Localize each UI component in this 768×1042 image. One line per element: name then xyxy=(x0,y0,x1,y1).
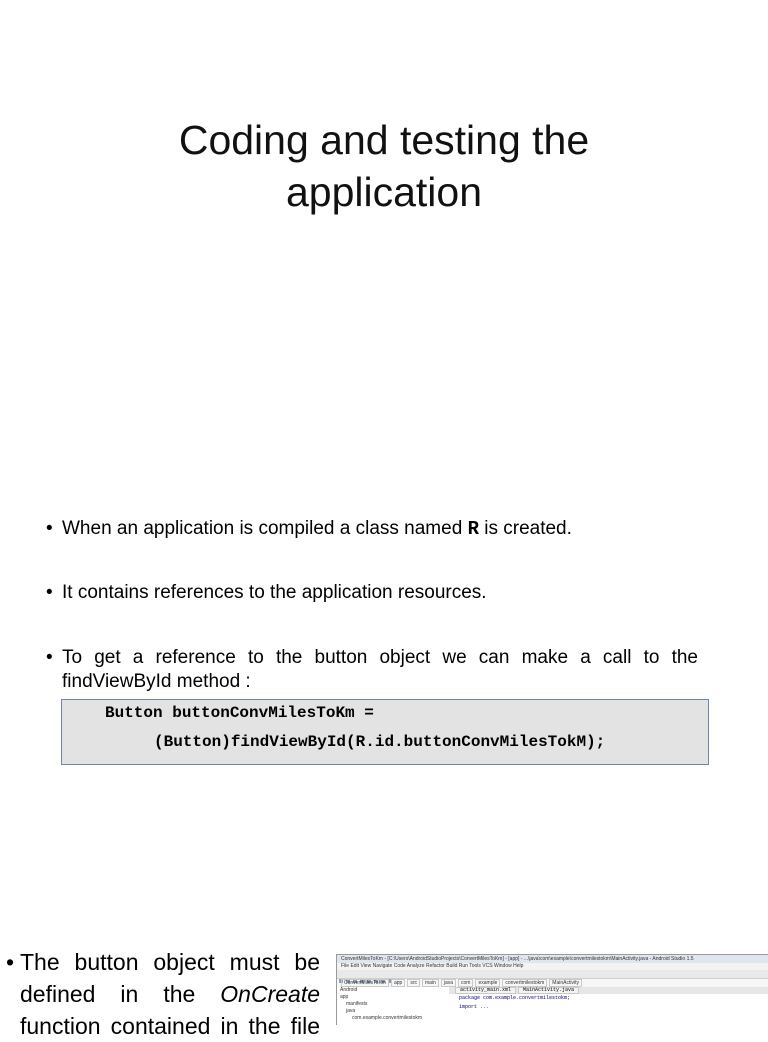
bullet-text: It contains references to the application resources. xyxy=(62,582,487,603)
ide-screenshot xyxy=(336,954,768,1025)
bullet-marker: • xyxy=(46,582,53,603)
slide-title-line2: application xyxy=(285,169,483,215)
editor-tab: activity_main.xml xyxy=(455,987,516,994)
bullet-text-post: function contained in the file xyxy=(20,1013,320,1039)
tree-item: app xyxy=(340,994,349,1000)
code-line-2: (Button)findViewById(R.id.buttonConvMilesTokM); xyxy=(154,733,606,751)
bullet-marker: • xyxy=(46,518,53,539)
bullet-text-pre: The button object must be defined in the xyxy=(20,949,320,1007)
ide-title-bar: ConvertMilesToKm - [C:\Users\AndroidStudioProjects\ConvertMilesToKm] - [app] - ...\java\com\example\convertmilestokm\MainActivity.java - Android Studio 1.5 xyxy=(337,955,768,963)
bullet-marker: • xyxy=(46,647,53,668)
bullet-oncreate xyxy=(6,946,320,1042)
editor-code-line: import ... xyxy=(459,1004,490,1010)
tree-item: java xyxy=(346,1008,356,1014)
tree-item: Android xyxy=(340,987,358,993)
bullet-marker: • xyxy=(6,949,15,975)
ide-project-tree xyxy=(337,987,451,1025)
ide-editor-tabs xyxy=(449,987,768,994)
crumb: ConvertMilesToKm xyxy=(341,979,389,987)
class-name-code: R xyxy=(467,518,479,540)
crumb: main xyxy=(422,979,439,987)
bullet-compiled-class xyxy=(46,517,698,541)
tree-item: com.example.convertmilestokm xyxy=(352,1015,423,1021)
bullet-text xyxy=(20,946,320,1042)
bullet-text-pre: When an application is compiled a class named xyxy=(62,518,468,539)
crumb: example xyxy=(475,979,500,987)
editor-tab: MainActivity.java xyxy=(518,987,579,994)
crumb: app xyxy=(391,979,405,987)
bullet-find-view xyxy=(46,646,698,694)
slide-title-line1: Coding and testing the xyxy=(178,117,590,163)
ide-menu-bar: File Edit View Navigate Code Analyze Refactor Build Run Tools VCS Window Help xyxy=(337,963,768,970)
crumb: src xyxy=(407,979,420,987)
crumb: convertmilestokm xyxy=(502,979,547,987)
editor-code-line: package com.example.convertmilestokm; xyxy=(459,995,571,1001)
code-block xyxy=(61,699,709,765)
bullet-text-post: is created. xyxy=(478,518,572,539)
bullet-text: To get a reference to the button object we can make a call to the findViewById method : xyxy=(62,647,698,692)
bullet-references xyxy=(46,581,698,605)
slide-title xyxy=(0,114,768,218)
oncreate-emphasis: OnCreate xyxy=(220,981,320,1007)
code-line-1: Button buttonConvMilesToKm = xyxy=(105,704,374,722)
tree-item: manifests xyxy=(346,1001,368,1007)
ide-toolbar xyxy=(337,970,768,979)
crumb: java xyxy=(441,979,456,987)
crumb: com xyxy=(458,979,473,987)
bullet-text xyxy=(62,517,698,541)
crumb: MainActivity xyxy=(549,979,582,987)
ide-editor xyxy=(449,987,768,1025)
